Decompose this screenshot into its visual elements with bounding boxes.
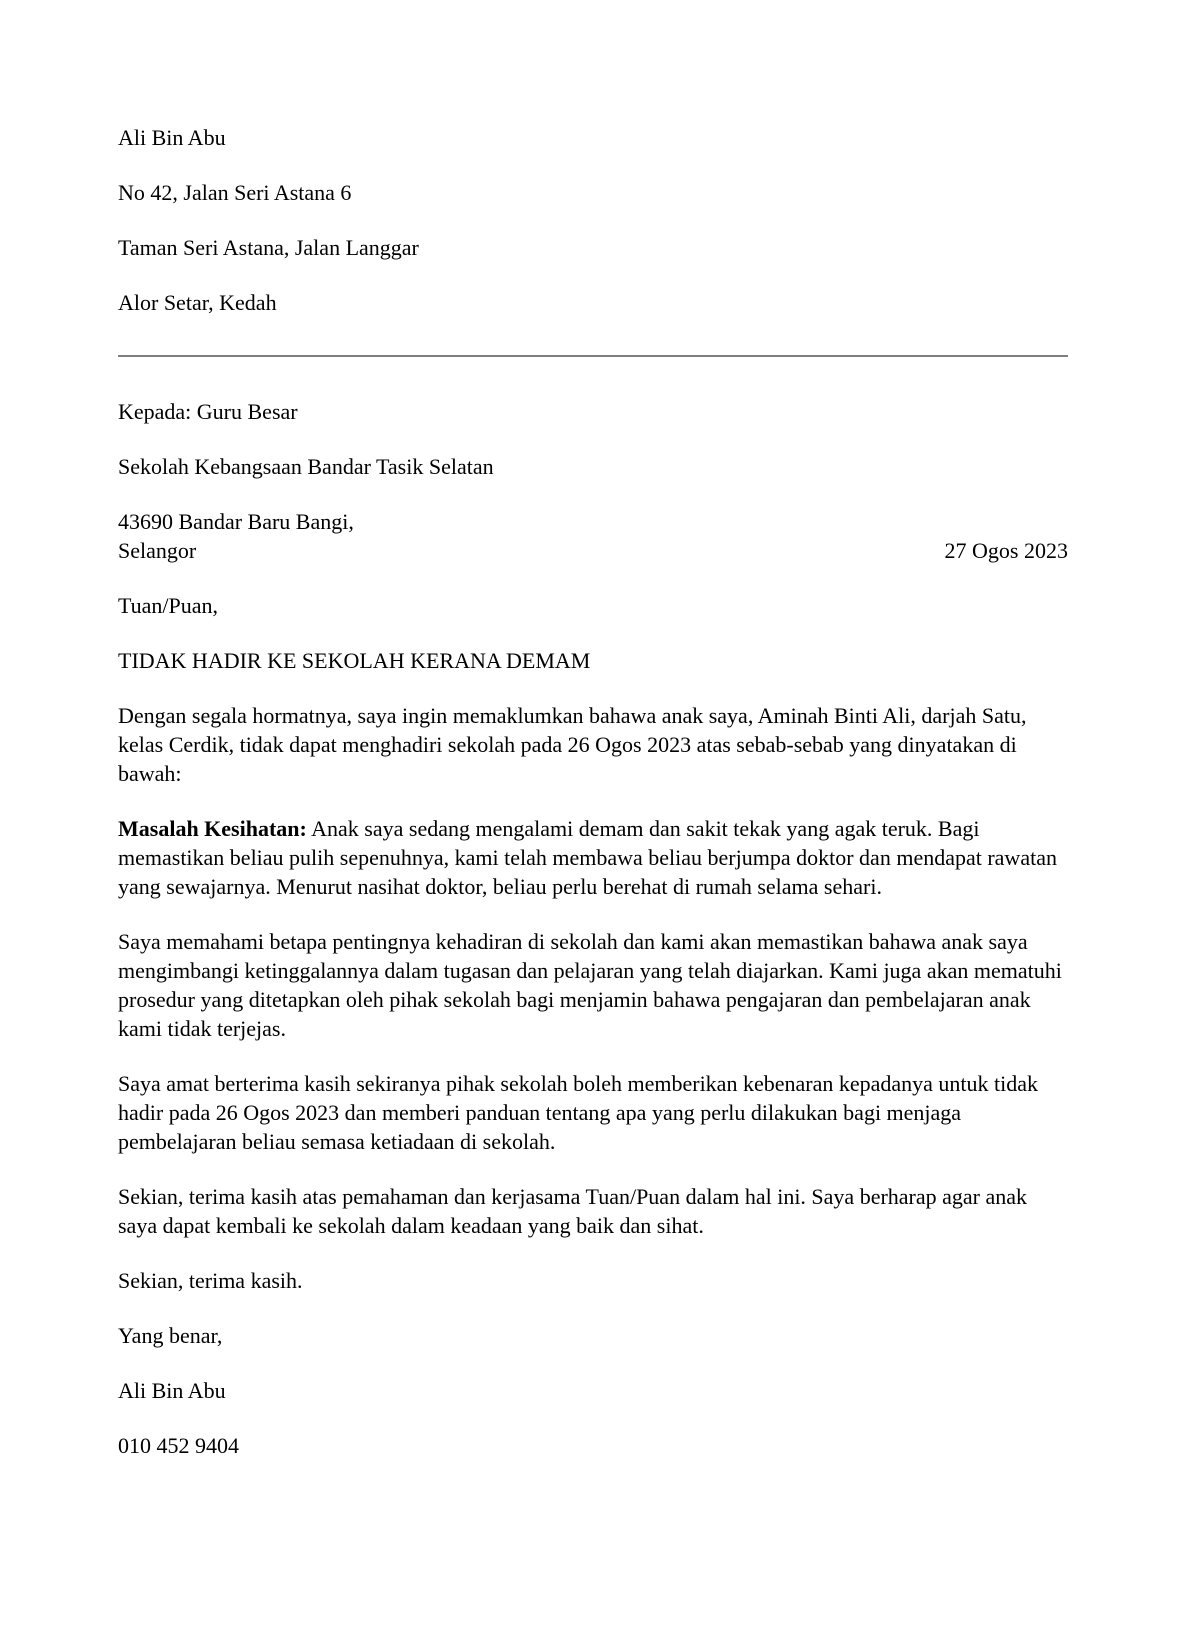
recipient-city-date-row: [118, 507, 1068, 565]
phone-number: 010 452 9404: [118, 1433, 239, 1458]
recipient-school-name: Sekolah Kebangsaan Bandar Tasik Selatan: [118, 454, 494, 479]
health-issue-label: Masalah Kesihatan:: [118, 816, 307, 841]
health-issue-text: Anak saya sedang mengalami demam dan sakit tekak yang agak teruk. Bagi memastikan beliau pulih sepenuhnya, kami telah membawa beliau berjumpa doktor dan mendapat rawatan yang sewajarnya. Menurut nasihat doktor, beliau perlu berehat di rumah selama sehari.: [118, 816, 1057, 899]
header-divider-line: [118, 355, 1068, 357]
recipient-address-line-2: Selangor: [118, 538, 197, 563]
sender-address-line-3: Alor Setar, Kedah: [118, 290, 277, 315]
body-paragraph-5: Sekian, terima kasih atas pemahaman dan kerjasama Tuan/Puan dalam hal ini. Saya berharap agar anak saya dapat kembali ke sekolah dalam keadaan yang baik dan sihat.: [118, 1184, 1028, 1238]
body-paragraph-2: [118, 814, 1068, 901]
greeting-salutation: Tuan/Puan,: [118, 593, 219, 618]
sender-address-line-1: No 42, Jalan Seri Astana 6: [118, 180, 352, 205]
closing-thanks: Sekian, terima kasih.: [118, 1268, 303, 1293]
body-paragraph-4: Saya amat berterima kasih sekiranya pihak sekolah boleh memberikan kebenaran kepadanya untuk tidak hadir pada 26 Ogos 2023 dan memberi panduan tentang apa yang perlu dilakukan bagi menjaga pembelajaran beliau semasa ketiadaan di sekolah.: [118, 1071, 1038, 1154]
sender-address-line-2: Taman Seri Astana, Jalan Langgar: [118, 235, 419, 260]
body-paragraph-3: Saya memahami betapa pentingnya kehadiran di sekolah dan kami akan memastikan bahawa anak saya mengimbangi ketinggalannya dalam tugasan dan pelajaran yang telah diajarkan. Kami juga akan mematuhi prosedur yang ditetapkan oleh pihak sekolah bagi menjamin bahawa pengajaran dan pembelajaran anak kami tidak terjejas.: [118, 929, 1062, 1041]
letter-date: 27 Ogos 2023: [944, 538, 1068, 563]
sender-name: Ali Bin Abu: [118, 125, 226, 150]
subject-line: TIDAK HADIR KE SEKOLAH KERANA DEMAM: [118, 648, 591, 673]
signature-name: Ali Bin Abu: [118, 1378, 226, 1403]
recipient-address-line-1: 43690 Bandar Baru Bangi,: [118, 509, 354, 534]
closing-sign-off: Yang benar,: [118, 1323, 223, 1348]
recipient-to-line: Kepada: Guru Besar: [118, 399, 298, 424]
body-paragraph-1: Dengan segala hormatnya, saya ingin memaklumkan bahawa anak saya, Aminah Binti Ali, darjah Satu, kelas Cerdik, tidak dapat menghadiri sekolah pada 26 Ogos 2023 atas sebab-sebab yang dinyatakan di bawah:: [118, 703, 1027, 786]
